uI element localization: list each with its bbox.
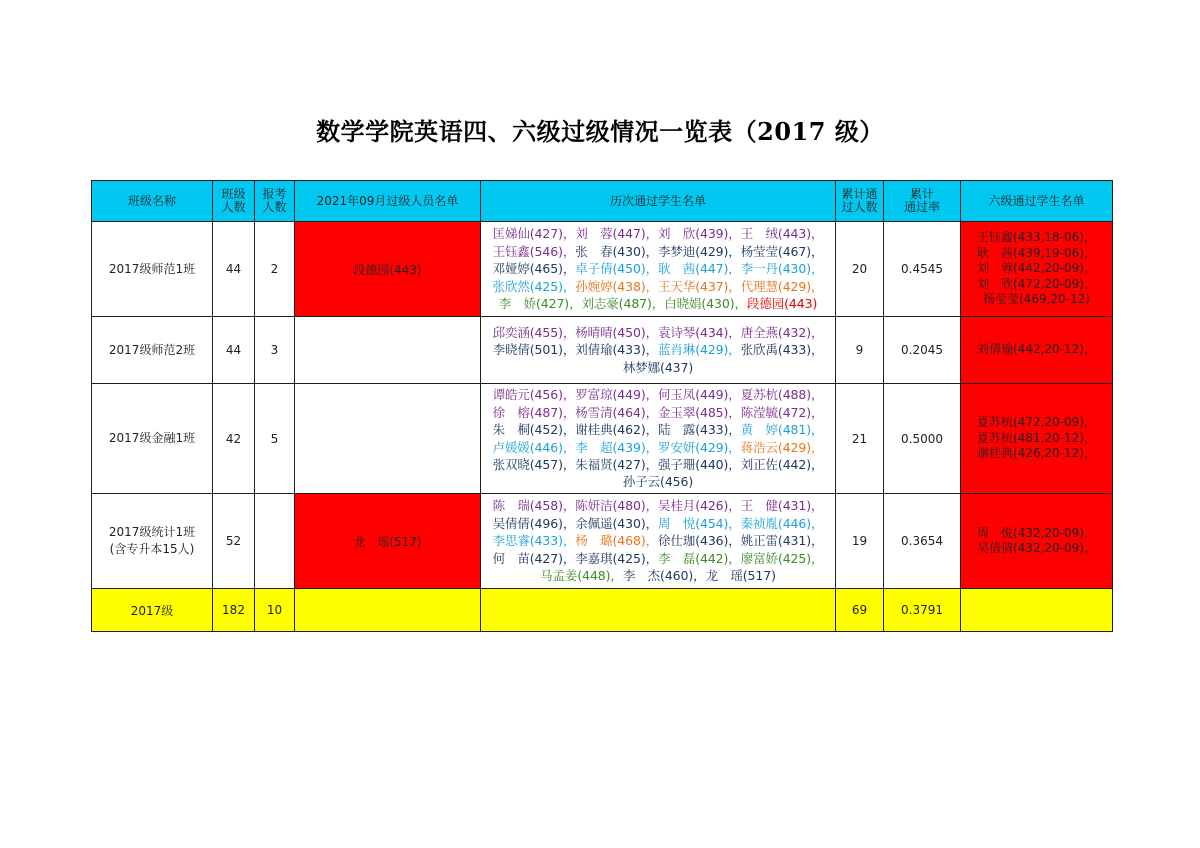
student-score: 孙婉婷(438)， (575, 278, 658, 294)
registered-cell: 3 (255, 317, 295, 384)
student-score: 杨莹莹(467)， (740, 243, 824, 259)
history-line (481, 243, 835, 260)
student-score: 姚正雷(431)， (740, 533, 824, 549)
header-class-size (213, 181, 255, 222)
student-score: 强子珊(440)， (658, 456, 741, 472)
sep-2021-passed-names: 龙 瑶(517) (353, 534, 422, 549)
header-cumulative-passed-line1: 累计通 (841, 187, 878, 201)
total-class-name: 2017级 (92, 589, 213, 632)
student-score: 杨晴晴(450)， (575, 324, 658, 340)
header-class-size-line2: 人数 (221, 200, 246, 214)
sep-2021-passed-cell (295, 494, 481, 589)
student-score: 吴倩倩(496)， (492, 515, 576, 531)
class-name-cell (92, 384, 213, 494)
student-score: 李 娇(427)， (498, 296, 582, 312)
sep-2021-passed-cell (295, 222, 481, 317)
registered-cell: 5 (255, 384, 295, 494)
student-score: 李 磊(442)， (658, 550, 741, 566)
cet6-passed-cell (961, 384, 1113, 494)
cumulative-passed-cell: 20 (836, 222, 884, 317)
student-score: 周 悦(454)， (658, 515, 741, 531)
header-class-name: 班级名称 (92, 181, 213, 222)
cumulative-passed-cell: 21 (836, 384, 884, 494)
student-score: 张欣然(425)， (492, 278, 576, 294)
history-line (481, 473, 835, 490)
history-line (481, 421, 835, 438)
student-score: 卢媛媛(446)， (492, 439, 576, 455)
history-line (481, 386, 835, 403)
student-score: 罗富琼(449)， (575, 387, 658, 403)
student-score: 匡娣仙(427)， (492, 226, 576, 242)
cet-results-table (91, 180, 1113, 632)
student-score: 邱奕涵(455)， (492, 324, 576, 340)
header-cumulative-passed-line2: 过人数 (841, 200, 878, 214)
history-line (481, 532, 835, 549)
header-all-time-passed: 历次通过学生名单 (481, 181, 836, 222)
total-row (92, 589, 1113, 632)
student-score: 廖富娇(425)， (740, 550, 824, 566)
student-score: 徐 榕(487)， (492, 404, 576, 420)
table-row (92, 384, 1113, 494)
cumulative-passed-cell: 19 (836, 494, 884, 589)
header-registered-line1: 报考 (262, 187, 287, 201)
history-line (481, 324, 835, 341)
student-score: 耿 茜(447)， (658, 261, 741, 277)
student-score: 余佩遥(430)， (575, 515, 658, 531)
student-score: 何 苗(427)， (492, 550, 576, 566)
student-score: 马孟姜(448)， (540, 568, 623, 584)
student-score: 张欣禹(433)， (740, 342, 824, 358)
student-score: 刘 欣(439)， (658, 226, 741, 242)
student-score: 陈妍洁(480)， (575, 498, 658, 514)
student-score: 李晓倩(501)， (492, 342, 576, 358)
student-score: 刘正佐(442)， (740, 456, 824, 472)
cet6-student: 刘 欣(472,20-09)， (977, 276, 1096, 291)
student-score: 陈滢毓(472)， (740, 404, 824, 420)
registered-cell (255, 494, 295, 589)
student-score: 杨 璐(468)， (575, 533, 658, 549)
student-score: 谭皓元(456)， (492, 387, 576, 403)
history-names-cell (481, 384, 836, 494)
cet6-student: 夏苏杭(481,20-12)， (977, 430, 1096, 445)
student-score: 夏苏杭(488)， (740, 387, 824, 403)
header-registered-line2: 人数 (262, 200, 287, 214)
total-history-names (481, 589, 836, 632)
cumulative-rate-cell: 0.2045 (884, 317, 961, 384)
class-name: 2017级师范1班 (108, 261, 196, 276)
student-score: 何玉凤(449)， (658, 387, 741, 403)
header-cumulative-rate (884, 181, 961, 222)
history-names-cell (481, 317, 836, 384)
history-line (481, 404, 835, 421)
student-score: 朱 桐(452)， (492, 422, 576, 438)
header-cumulative-rate-line1: 累计 (909, 187, 934, 201)
cet6-student: 夏苏杭(472,20-09)， (977, 415, 1096, 430)
student-score: 代理慧(429)， (740, 278, 824, 294)
student-score: 孙子云(456) (622, 474, 694, 490)
student-score: 刘倩瑜(433)， (575, 342, 658, 358)
header-registered (255, 181, 295, 222)
cet6-student: 刘倩瑜(442,20-12)， (977, 342, 1096, 357)
student-score: 王 健(431)， (740, 498, 824, 514)
class-name-cell (92, 222, 213, 317)
student-score: 徐仕珈(436)， (658, 533, 741, 549)
cet6-student: 杨莹莹(469,20-12) (983, 292, 1090, 307)
student-score: 吴桂月(426)， (658, 498, 741, 514)
history-line (481, 515, 835, 532)
student-score: 袁诗琴(434)， (658, 324, 741, 340)
history-line (481, 359, 835, 376)
student-score: 陆 露(433)， (658, 422, 741, 438)
class-size-cell: 44 (213, 317, 255, 384)
student-score: 李 杰(460)， (622, 568, 706, 584)
class-size-cell: 42 (213, 384, 255, 494)
cet6-student: 刘 蓉(442,20-09)， (977, 261, 1096, 276)
total-cumulative-passed: 69 (836, 589, 884, 632)
student-score: 邓娅婷(465)， (492, 261, 576, 277)
class-name: 2017级师范2班 (108, 342, 196, 357)
cumulative-rate-cell: 0.3654 (884, 494, 961, 589)
cet6-student: 王钰鑫(433,18-06)， (977, 230, 1096, 245)
student-score: 秦祯胤(446)， (740, 515, 824, 531)
history-line (481, 439, 835, 456)
student-score: 金玉翠(485)， (658, 404, 741, 420)
student-score: 刘志豪(487)， (581, 296, 665, 312)
history-line (481, 341, 835, 358)
student-score: 罗安妍(429)， (658, 439, 741, 455)
cumulative-passed-cell: 9 (836, 317, 884, 384)
history-line (481, 550, 835, 567)
header-cet6-passed: 六级通过学生名单 (961, 181, 1113, 222)
history-line (481, 295, 835, 312)
header-cumulative-passed (836, 181, 884, 222)
cet6-passed-cell (961, 222, 1113, 317)
cet6-student: 吴倩倩(432,20-09)， (977, 541, 1096, 555)
cumulative-rate-cell: 0.5000 (884, 384, 961, 494)
total-class-size: 182 (213, 589, 255, 632)
student-score: 李梦迪(429)， (658, 243, 741, 259)
student-score: 刘 蓉(447)， (575, 226, 658, 242)
cet6-passed-cell (961, 317, 1113, 384)
history-line (481, 278, 835, 295)
student-score: 卓子倩(450)， (575, 261, 658, 277)
student-score: 王天华(437)， (658, 278, 741, 294)
history-line (481, 567, 835, 584)
student-score: 蒋浩云(429)， (740, 439, 824, 455)
sep-2021-passed-names: 段德园(443) (353, 262, 422, 277)
cet6-passed-cell (961, 494, 1113, 589)
class-name-cell (92, 494, 213, 589)
student-score: 李思睿(433)， (492, 533, 576, 549)
total-cet6-passed (961, 589, 1113, 632)
history-names-cell (481, 222, 836, 317)
student-score: 王 绒(443)， (740, 226, 824, 242)
header-row (92, 181, 1113, 222)
student-score: 唐全燕(432)， (740, 324, 824, 340)
student-score: 张双晓(457)， (492, 456, 576, 472)
student-score: 杨雪清(464)， (575, 404, 658, 420)
student-score: 白晓娟(430)， (664, 296, 747, 312)
page-title: 数学学院英语四、六级过级情况一览表（2017 级） (316, 117, 884, 146)
student-score: 王钰鑫(546)， (492, 243, 576, 259)
sep-2021-passed-cell (295, 317, 481, 384)
student-score: 张 春(430)， (575, 243, 658, 259)
table-row (92, 494, 1113, 589)
total-registered: 10 (255, 589, 295, 632)
student-score: 段德园(443) (746, 296, 818, 312)
history-names-cell (481, 494, 836, 589)
cet6-student: 周 悦(432,20-09)， (977, 525, 1096, 540)
student-score: 李一丹(430)， (740, 261, 824, 277)
student-score: 李 超(439)， (575, 439, 658, 455)
student-score: 陈 瑞(458)， (492, 498, 576, 514)
cet6-student: 耿 茜(439,19-06)， (977, 245, 1096, 260)
student-score: 黄 婷(481)， (740, 422, 824, 438)
cumulative-rate-cell: 0.4545 (884, 222, 961, 317)
class-name: 2017级金融1班 (108, 431, 196, 445)
history-line (481, 497, 835, 514)
student-score: 龙 瑶(517) (705, 568, 776, 584)
history-line (481, 225, 835, 242)
registered-cell: 2 (255, 222, 295, 317)
student-score: 朱福贤(427)， (575, 456, 658, 472)
history-line (481, 456, 835, 473)
student-score: 蓝肖琳(429)， (658, 342, 741, 358)
student-score: 林梦娜(437) (622, 359, 694, 375)
class-size-cell: 44 (213, 222, 255, 317)
history-line (481, 260, 835, 277)
total-sep-2021-passed (295, 589, 481, 632)
table-row (92, 222, 1113, 317)
header-cumulative-rate-line2: 通过率 (903, 200, 940, 214)
total-cumulative-rate: 0.3791 (884, 589, 961, 632)
class-name-note: (含专升本15人) (109, 542, 195, 556)
class-name-cell (92, 317, 213, 384)
student-score: 谢桂典(462)， (575, 422, 658, 438)
student-score: 李嘉琪(425)， (575, 550, 658, 566)
cet6-student: 谢桂典(426,20-12)， (977, 446, 1096, 461)
class-name: 2017级统计1班 (108, 525, 196, 539)
sep-2021-passed-cell (295, 384, 481, 494)
header-class-size-line1: 班级 (221, 187, 246, 201)
table-row (92, 317, 1113, 384)
class-size-cell: 52 (213, 494, 255, 589)
header-sep-2021-passed: 2021年09月过级人员名单 (295, 181, 481, 222)
